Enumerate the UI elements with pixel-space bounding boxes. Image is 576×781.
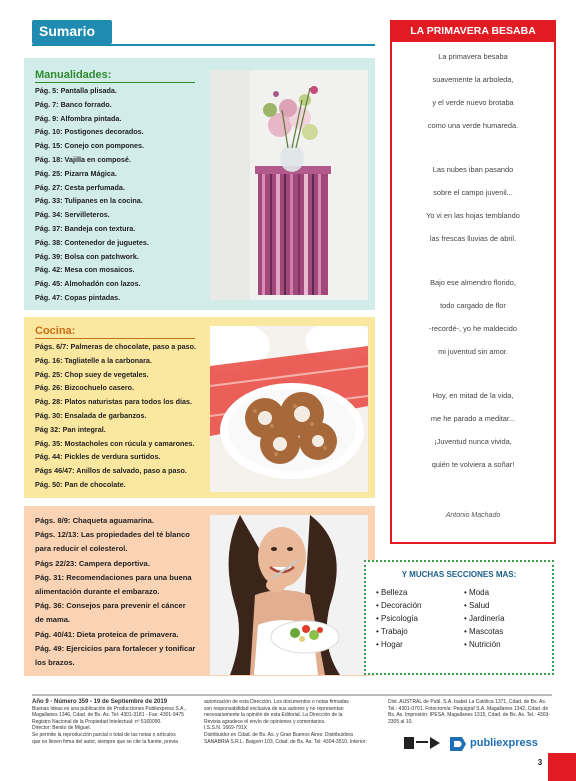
footer-line: que no lleven firma del autor, siempre que se cite la fuente, previa bbox=[32, 738, 178, 745]
list-item: Pág. 16: Tagliatelle a la carbonara. bbox=[35, 355, 152, 365]
section-item: • Salud bbox=[464, 601, 490, 610]
list-item: Pág. 28: Platos naturistas para todos los días. bbox=[35, 397, 192, 407]
flower-stool-photo bbox=[210, 70, 368, 300]
list-item: Pág. 25: Chop suey de vegetales. bbox=[35, 369, 149, 379]
footer-col-3 bbox=[388, 699, 550, 725]
list-item: los brazos. bbox=[35, 658, 75, 668]
page-title: Sumario bbox=[32, 20, 112, 44]
list-item: Pág. 27: Cesta perfumada. bbox=[35, 182, 125, 192]
list-item: para reducir el colesterol. bbox=[35, 544, 128, 554]
footer bbox=[32, 694, 552, 766]
section-item: • Decoración bbox=[376, 601, 422, 610]
list-item: Págs 46/47: Anillos de salvado, paso a paso. bbox=[35, 466, 187, 476]
list-item: Pág. 5: Pantalla plisada. bbox=[35, 86, 117, 95]
list-item: Pág. 31: Recomendaciones para una buena bbox=[35, 572, 192, 582]
section-item: • Hogar bbox=[376, 640, 403, 649]
list-item: Pág. 7: Banco forrado. bbox=[35, 99, 112, 109]
list-item: Pág. 35: Mostacholes con rúcula y camarones. bbox=[35, 438, 195, 448]
footer-line: Dist. AUSTRAL de Publ. S.A. Isabel La Católica 1371, Cdad. de Bs. As. bbox=[388, 699, 547, 705]
list-item: Págs. 12/13: Las propiedades del té blanco bbox=[35, 530, 190, 540]
list-item: alimentación durante el embarazo. bbox=[35, 587, 160, 597]
poem-title: LA PRIMAVERA BESABA bbox=[390, 20, 556, 42]
salud-list bbox=[35, 514, 195, 670]
list-item: Pág. 34: Servilleteros. bbox=[35, 210, 110, 220]
poem-line: suavemente la arboleda, bbox=[432, 75, 514, 84]
publiexpress-logo bbox=[448, 733, 538, 755]
poem-line: como una verde humareda. bbox=[427, 121, 519, 130]
footer-line: Magallanes 1346, Cdad. de Bs. As. Tel: 4301-3181 - Fax: 4301-9475 bbox=[32, 712, 184, 719]
footer-line: Tel.: 4301-0701. Fotocromía: Pequigraf S.A. Magallanes 1342, Cdad. de bbox=[388, 705, 549, 712]
list-item: Pág. 26: Bizcochuelo casero. bbox=[35, 383, 135, 393]
poem-line: La primavera besaba bbox=[438, 52, 508, 61]
footer-line: SANABRIA S.R.L. Baigorri 103, Cdad. de Bs. As. Tel: 4304-3510. Interior: bbox=[204, 738, 367, 745]
list-item: Pág 32: Pan integral. bbox=[35, 424, 106, 434]
page-number: 3 bbox=[537, 758, 543, 767]
list-item: Pág. 44: Pickles de verdura surtidos. bbox=[35, 452, 161, 462]
list-item: Pág. 9: Alfombra pintada. bbox=[35, 113, 122, 123]
more-sections-list bbox=[376, 588, 552, 649]
poem-line: todo cargado de flor bbox=[440, 301, 506, 310]
section-item: • Psicología bbox=[376, 614, 418, 623]
cocina-title: Cocina: bbox=[35, 325, 76, 337]
footer-line: 2305 al 10. bbox=[388, 718, 413, 725]
footer-col-1 bbox=[32, 706, 200, 746]
manualidades-list bbox=[35, 84, 195, 305]
more-sections-box bbox=[364, 560, 554, 675]
section-item: • Trabajo bbox=[376, 627, 408, 636]
page-corner-tab bbox=[548, 753, 576, 781]
poem-author: Antonio Machado bbox=[445, 512, 501, 519]
list-item: Págs. 6/7: Palmeras de chocolate, paso a paso. bbox=[35, 342, 196, 351]
poem-line: Hoy, en mitad de la vida, bbox=[432, 391, 514, 400]
poem-line: sobre el campo juvenil... bbox=[433, 188, 513, 197]
list-item: Pág. 37: Bandeja con textura. bbox=[35, 223, 136, 233]
footer-col-2 bbox=[204, 699, 384, 745]
more-sections-title: Y MUCHAS SECCIONES MAS: bbox=[401, 570, 517, 579]
list-item: Pág. 50: Pan de chocolate. bbox=[35, 479, 126, 489]
footer-line: autorización de esta Dirección. Los documentos o notas firmadas bbox=[204, 699, 349, 705]
footer-line: Director: Benito de Miguel. bbox=[32, 725, 91, 732]
footer-line: Buenas Ideas es una publicación de Producciones Publiexpress S.A., bbox=[32, 705, 187, 712]
list-item: de mama. bbox=[35, 615, 71, 625]
footer-line: Distribuidor en Cdad. de Bs. As. y Gran Buenos Aires: Distribuidora bbox=[204, 731, 353, 738]
poem-line: mi juventud sin amor. bbox=[438, 347, 508, 356]
poem-text bbox=[392, 52, 554, 504]
poem-line: Las nubes iban pasando bbox=[432, 165, 514, 174]
cocina-list bbox=[35, 340, 196, 492]
footer-line: Revista agradece el envío de opiniones y comentarios. bbox=[204, 718, 326, 725]
stanza-gap bbox=[392, 144, 554, 165]
manualidades-title: Manualidades: bbox=[35, 69, 112, 81]
list-item: Págs 22/23: Campera deportiva. bbox=[35, 558, 150, 568]
title-underline bbox=[32, 44, 375, 46]
section-item: • Jardinería bbox=[464, 614, 505, 623]
stanza-gap bbox=[392, 370, 554, 391]
poem-frame bbox=[390, 42, 556, 544]
list-item: Pág. 39: Bolsa con patchwork. bbox=[35, 251, 139, 261]
list-item: Pág. 25: Pizarra Mágica. bbox=[35, 168, 117, 178]
poem-line: -recordé-, yo he maldecido bbox=[429, 324, 517, 333]
title-rule bbox=[35, 82, 195, 83]
list-item: Pág. 33: Tulipanes en la cocina. bbox=[35, 196, 143, 206]
section-item: • Belleza bbox=[376, 588, 408, 597]
poem-line: las frescas lluvias de abril. bbox=[429, 234, 517, 243]
list-item: Pág. 10: Postigones decorados. bbox=[35, 127, 144, 137]
stanza-gap bbox=[392, 483, 554, 504]
list-item: Pág. 42: Mesa con mosaicos. bbox=[35, 265, 135, 275]
section-item: • Mascotas bbox=[464, 627, 504, 636]
list-item: Pág. 15: Conejo con pompones. bbox=[35, 141, 145, 151]
list-item: Pág. 49: Ejercicios para fortalecer y tonificar bbox=[35, 643, 196, 653]
section-item: • Moda bbox=[464, 588, 490, 597]
list-item: Págs. 8/9: Chaqueta aguamarina. bbox=[35, 516, 155, 525]
poem-line: ¡Juventud nunca vivida, bbox=[434, 437, 512, 446]
footer-line: Bs. As. Impresión: IPESA, Magallanes 1315, Cdad. de Bs. As. Tel.: 4303- bbox=[388, 712, 550, 719]
poem-line: me he parado a meditar... bbox=[430, 414, 516, 423]
footer-line: Registro Nacional de la Propiedad Intelectual: nº 5160090. bbox=[32, 718, 162, 725]
footer-line: Se permite la reproducción parcial o total de las notas o artículos bbox=[32, 731, 176, 738]
section-item: • Nutrición bbox=[464, 640, 501, 649]
woman-eating-salad-photo bbox=[210, 515, 368, 675]
publiexpress-text: publiexpress bbox=[470, 737, 538, 749]
issue-info: Año 9 - Número 359 - 19 de Septiembre de 2019 bbox=[32, 699, 168, 705]
title-rule bbox=[35, 338, 195, 339]
distributor-logo bbox=[402, 733, 442, 753]
footer-line: I.S.S.N. 1669-791X bbox=[204, 725, 248, 732]
poem-line: quién te volviera a soñar! bbox=[431, 460, 515, 469]
list-item: Pág. 47: Copas pintadas. bbox=[35, 292, 121, 302]
list-item: Pág. 36: Consejos para prevenir el cáncer bbox=[35, 601, 186, 611]
list-item: Pág. 18: Vajilla en composé. bbox=[35, 154, 131, 164]
list-item: Pág. 38: Contenedor de juguetes. bbox=[35, 237, 149, 247]
list-item: Pág. 30: Ensalada de garbanzos. bbox=[35, 410, 147, 420]
list-item: Pág. 40/41: Dieta proteica de primavera. bbox=[35, 629, 179, 639]
bread-rings-photo bbox=[210, 326, 368, 492]
poem-line: y el verde nuevo brotaba bbox=[432, 98, 514, 107]
footer-line: necesariamente la opinión de esta Editorial. La Dirección de la bbox=[204, 712, 343, 719]
stanza-gap bbox=[392, 257, 554, 278]
poem-line: Yo vi en las hojas temblando bbox=[426, 211, 520, 220]
list-item: Pág. 45: Almohadón con lazos. bbox=[35, 279, 141, 289]
poem-line: Bajo ese almendro florido, bbox=[430, 278, 516, 287]
footer-line: son responsabilidad exclusiva de sus autores y no representan bbox=[204, 705, 344, 712]
